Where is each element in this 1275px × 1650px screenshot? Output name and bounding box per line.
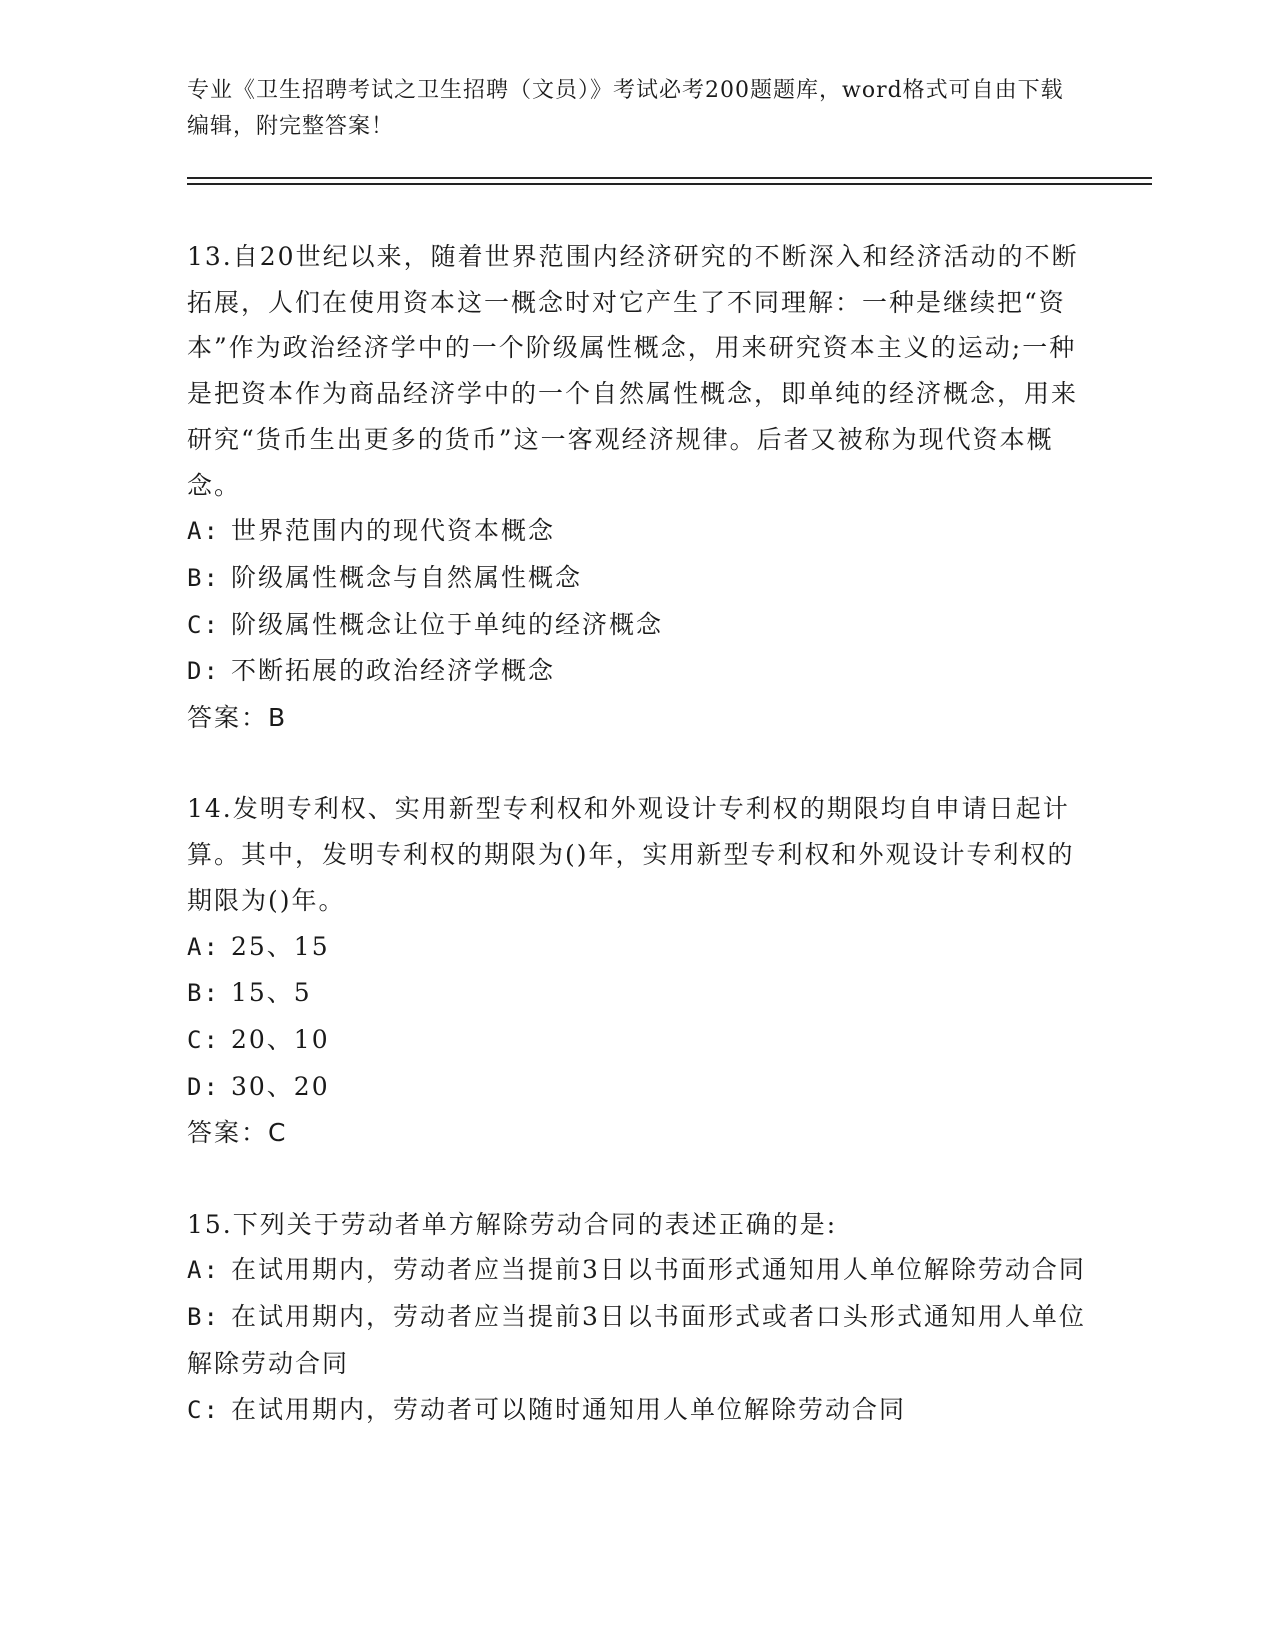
document-header: 专业《卫生招聘考试之卫生招聘（文员）》考试必考200题题库，word格式可自由下载编辑，附完整答案！ bbox=[187, 78, 1064, 139]
option-label: A: bbox=[187, 1256, 220, 1285]
option-c bbox=[187, 1387, 1087, 1434]
answer-line: 答案：B bbox=[187, 703, 288, 733]
option-label: B: bbox=[187, 563, 220, 592]
question-text: 14.发明专利权、实用新型专利权和外观设计专利权的期限均自申请日起计算。其中，发明专利权的期限为()年，实用新型专利权和外观设计专利权的期限为()年。 bbox=[187, 794, 1075, 915]
question-list bbox=[187, 234, 1087, 1433]
option-text: 世界范围内的现代资本概念 bbox=[231, 516, 556, 546]
option-b bbox=[187, 1294, 1087, 1386]
option-b bbox=[187, 555, 1087, 602]
option-d bbox=[187, 1064, 1087, 1111]
option-text: 阶级属性概念让位于单纯的经济概念 bbox=[231, 609, 664, 639]
option-label: B: bbox=[187, 1303, 220, 1332]
option-text: 30、20 bbox=[231, 1071, 330, 1101]
option-text: 阶级属性概念与自然属性概念 bbox=[231, 562, 583, 592]
answer-line: 答案：C bbox=[187, 1118, 288, 1148]
option-label: B: bbox=[187, 979, 220, 1008]
question-spacer bbox=[187, 741, 1087, 787]
option-text: 15、5 bbox=[231, 978, 312, 1008]
option-c bbox=[187, 1017, 1087, 1064]
option-label: D: bbox=[187, 657, 220, 686]
option-label: A: bbox=[187, 517, 220, 546]
option-label: C: bbox=[187, 1395, 220, 1424]
question-text: 15.下列关于劳动者单方解除劳动合同的表述正确的是: bbox=[187, 1209, 838, 1239]
question-13 bbox=[187, 234, 1087, 741]
option-b bbox=[187, 970, 1087, 1017]
option-text: 在试用期内，劳动者应当提前3日以书面形式或者口头形式通知用人单位解除劳动合同 bbox=[187, 1302, 1086, 1378]
option-text: 在试用期内，劳动者应当提前3日以书面形式通知用人单位解除劳动合同 bbox=[231, 1255, 1086, 1285]
option-text: 20、10 bbox=[231, 1024, 330, 1054]
option-a bbox=[187, 508, 1087, 555]
header-divider-top bbox=[187, 177, 1152, 179]
option-label: D: bbox=[187, 1072, 220, 1101]
option-label: C: bbox=[187, 610, 220, 639]
option-d bbox=[187, 648, 1087, 695]
question-14 bbox=[187, 786, 1087, 1156]
option-text: 不断拓展的政治经济学概念 bbox=[231, 656, 556, 686]
option-a bbox=[187, 924, 1087, 971]
option-c bbox=[187, 602, 1087, 649]
question-spacer bbox=[187, 1156, 1087, 1202]
option-a bbox=[187, 1247, 1087, 1294]
option-label: A: bbox=[187, 932, 220, 961]
question-text: 13.自20世纪以来，随着世界范围内经济研究的不断深入和经济活动的不断拓展，人们在使用资本这一概念时对它产生了不同理解：一种是继续把“资本”作为政治经济学中的一个阶级属性概念，用来研究资本主义的运动;一种是把资本作为商品经济学中的一个自然属性概念，即单纯的经济概念，用来研究“货币生出更多的货币”这一客观经济规律。后者又被称为现代资本概念。 bbox=[187, 242, 1079, 500]
option-text: 25、15 bbox=[231, 931, 330, 961]
option-text: 在试用期内，劳动者可以随时通知用人单位解除劳动合同 bbox=[231, 1394, 907, 1424]
question-15 bbox=[187, 1202, 1087, 1434]
header-divider-bottom bbox=[187, 183, 1152, 185]
option-label: C: bbox=[187, 1025, 220, 1054]
